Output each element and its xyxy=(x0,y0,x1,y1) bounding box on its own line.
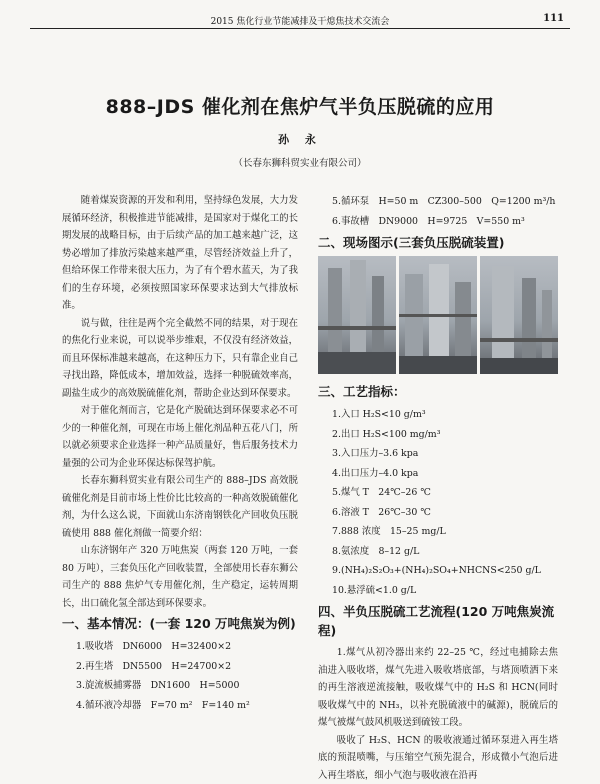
list-item: 4.出口压力–4.0 kpa xyxy=(318,464,558,484)
indicator-list xyxy=(318,405,558,600)
list-item: 5.循环泵 H=50 m CZ300–500 Q=1200 m³/h xyxy=(318,192,558,212)
desulfurization-tower-image xyxy=(480,256,558,374)
list-item: 3.入口压力–3.6 kpa xyxy=(318,444,558,464)
list-item: 6.事故槽 DN9000 H=9725 V=550 m³ xyxy=(318,212,558,232)
list-item: 7.888 浓度 15–25 mg/L xyxy=(318,522,558,542)
article-affiliation: （长春东狮科贸实业有限公司） xyxy=(0,155,600,169)
paragraph: 吸收了 H₂S、HCN 的吸收液通过循环泵进入再生塔底的预混喷嘴，与压缩空气预先混合，形成微小气泡后进入再生塔底，细小气泡与吸收液在沿再 xyxy=(318,732,558,784)
page-header xyxy=(30,8,570,29)
desulfurization-tower-image xyxy=(399,256,477,374)
site-photo xyxy=(399,256,477,374)
list-item: 4.循环液冷却器 F=70 m² F=140 m² xyxy=(62,696,298,716)
left-column xyxy=(62,192,298,715)
list-item: 6.溶液 T 26℃–30 ℃ xyxy=(318,503,558,523)
paragraph: 对于催化剂而言，它是化产脱硫达到环保要求必不可少的一种催化剂，可现在市场上催化剂品种五花八门，所以就必须要求企业选择一种产品质量好，售后服务技术力量强的公司为企业环保达标保驾护航。 xyxy=(62,402,298,472)
list-item: 1.入口 H₂S<10 g/m³ xyxy=(318,405,558,425)
list-item: 2.再生塔 DN5500 H=24700×2 xyxy=(62,657,298,677)
journal-name: 2015 焦化行业节能减排及干熄焦技术交流会 xyxy=(30,14,570,27)
section-heading: 一、基本情况：(一套 120 万吨焦炭为例) xyxy=(62,614,298,633)
article-title: 888–JDS 催化剂在焦炉气半负压脱硫的应用 xyxy=(0,92,600,119)
paragraph: 说与做，往往是两个完全截然不同的结果，对于现在的焦化行业来说，可以说举步维艰，不仅没有经济效益，而且环保标准越来越高，在这种压力下，只有靠企业自己寻找出路，降低成本，增加效益，选择一种脱硫效率高，副盐生成少的高效脱硫催化剂，帮助企业达到环保要求。 xyxy=(62,315,298,403)
list-item: 5.煤气 T 24℃–26 ℃ xyxy=(318,483,558,503)
section-heading: 三、工艺指标： xyxy=(318,382,558,401)
list-item: 8.氨浓度 8–12 g/L xyxy=(318,542,558,562)
site-photo xyxy=(480,256,558,374)
desulfurization-tower-image xyxy=(318,256,396,374)
paragraph: 1.煤气从初冷器出来约 22–25 ℃，经过电捕除去焦油进入吸收塔，煤气先进入吸收塔底部，与塔顶喷洒下来的再生溶液逆流接触，吸收煤气中的 H₂S 和 HCN(同时吸收煤气中的 NH₃，以补充脱硫液中的碱源)，脱硫后的煤气被煤气鼓风机吸送到硫铵工段。 xyxy=(318,644,558,732)
article-author: 孙 永 xyxy=(0,131,600,147)
list-item: 2.出口 H₂S<100 mg/m³ xyxy=(318,425,558,445)
section-heading: 二、现场图示(三套负压脱硫装置) xyxy=(318,233,558,252)
list-item: 3.旋流板捕雾器 DN1600 H=5000 xyxy=(62,676,298,696)
paragraph: 山东济钢年产 320 万吨焦炭（两套 120 万吨，一套 80 万吨），三套负压化产回收装置，全部使用长春东狮公司生产的 888 焦炉气专用催化剂，生产稳定，运转周期长，出口硫化氢全部达到环保要求。 xyxy=(62,542,298,612)
list-item: 1.吸收塔 DN6000 H=32400×2 xyxy=(62,637,298,657)
equipment-list xyxy=(62,637,298,715)
section-heading: 四、半负压脱硫工艺流程(120 万吨焦炭流程) xyxy=(318,602,558,640)
paragraph: 长春东狮科贸实业有限公司生产的 888–JDS 高效脱硫催化剂是目前市场上性价比比较高的一种高效脱硫催化剂，为什么这么说，下面就山东济南钢铁化产回收负压脱硫使用 888 催化剂做一简要介绍： xyxy=(62,472,298,542)
page-number: 111 xyxy=(543,13,564,24)
list-item: 10.悬浮硫<1.0 g/L xyxy=(318,581,558,601)
site-photos xyxy=(318,256,558,374)
list-item: 9.(NH₄)₂S₂O₃+(NH₄)₂SO₄+NHCNS<250 g/L xyxy=(318,561,558,581)
site-photo xyxy=(318,256,396,374)
equipment-list-cont xyxy=(318,192,558,231)
right-column xyxy=(318,192,558,784)
paragraph: 随着煤炭资源的开发和利用，坚持绿色发展，大力发展循环经济，积极推进节能减排，是国家对于煤化工的长期发展的战略目标，由于后续产品的加工越来越广泛，这势必增加了排放污染越来越严重，尽管经济效益上升了，但给环保工作带来很大压力，为了有个碧水蓝天，为了我们的生存环境，必须按照国家环保要求达到大气排放标准。 xyxy=(62,192,298,315)
